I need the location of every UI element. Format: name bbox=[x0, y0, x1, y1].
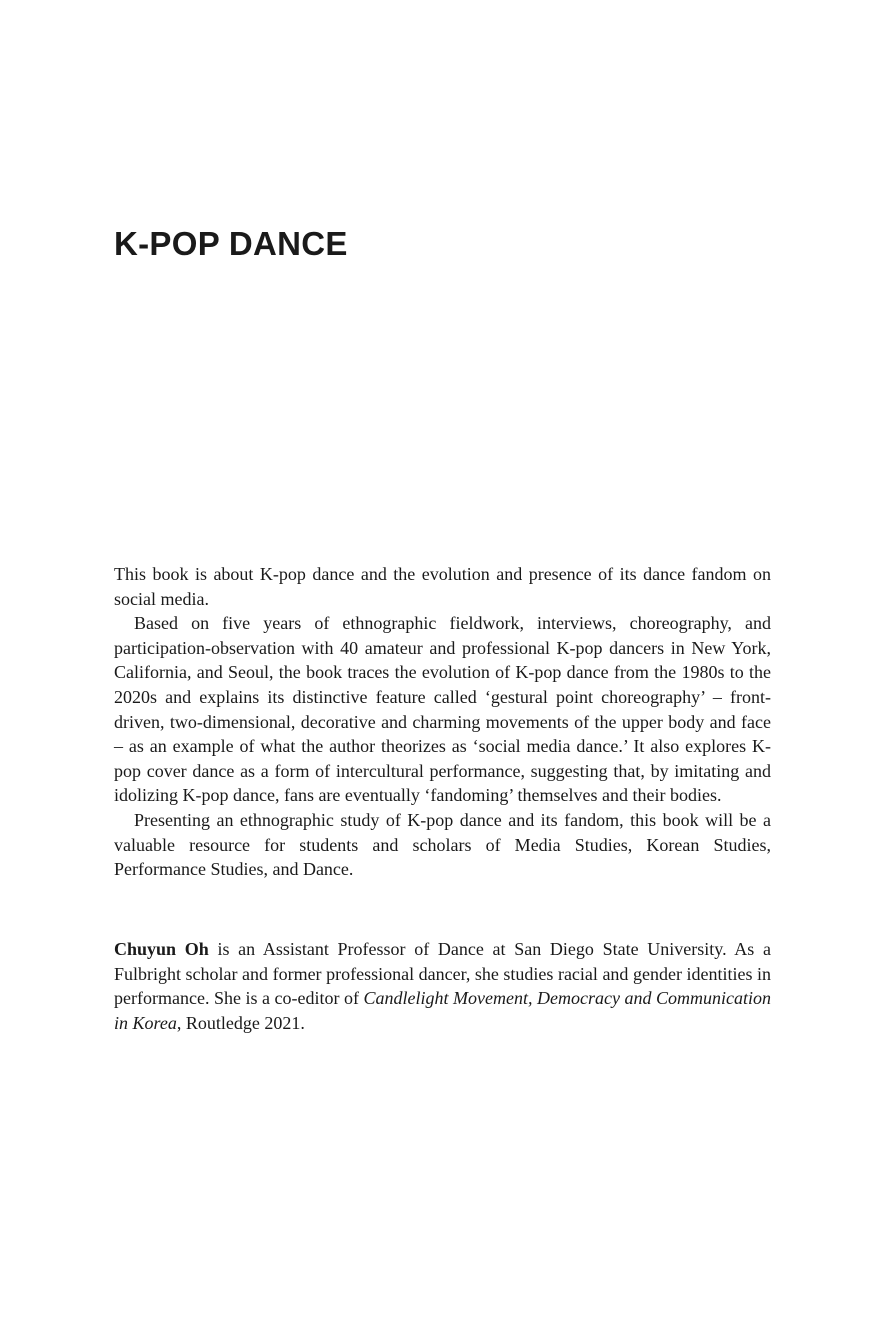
description-paragraph: This book is about K-pop dance and the evolution and presence of its dance fandom on social media. bbox=[114, 564, 771, 609]
author-name: Chuyun Oh bbox=[114, 939, 209, 959]
author-bio bbox=[114, 937, 771, 1035]
description-paragraph: Presenting an ethnographic study of K-pop dance and its fandom, this book will be a valuable resource for students and scholars of Media Studies, Korean Studies, Performance Studies, and Dance. bbox=[114, 809, 771, 880]
book-description bbox=[114, 562, 771, 882]
author-bio-text: is an Assistant Professor of Dance at San Diego State University. As a Fulbright scholar and former professional dancer, she studies racial and gender identities in performance. She is a co-editor of bbox=[114, 939, 771, 1009]
description-paragraph: Based on five years of ethnographic fieldwork, interviews, choreography, and participation-observation with 40 amateur and professional K-pop dancers in New York, California, and Seoul, the book traces the evolution of K-pop dance from the 1980s to the 2020s and explains its distinctive feature called ‘gestural point choreography’ – front-driven, two-dimensional, decorative and charming movements of the upper body and face – as an example of what the author theorizes as ‘social media dance.’ It also explores K-pop cover dance as a form of intercultural performance, suggesting that, by imitating and idolizing K-pop dance, fans are eventually ‘fandoming’ themselves and their bodies. bbox=[114, 613, 771, 806]
author-bio-paragraph bbox=[114, 937, 771, 1035]
co-edited-book-title: Candlelight Movement, Democracy and Communication in Korea bbox=[114, 988, 772, 1033]
page-title: K-POP DANCE bbox=[114, 225, 348, 262]
author-bio-text-end: , Routledge 2021. bbox=[176, 1012, 305, 1033]
